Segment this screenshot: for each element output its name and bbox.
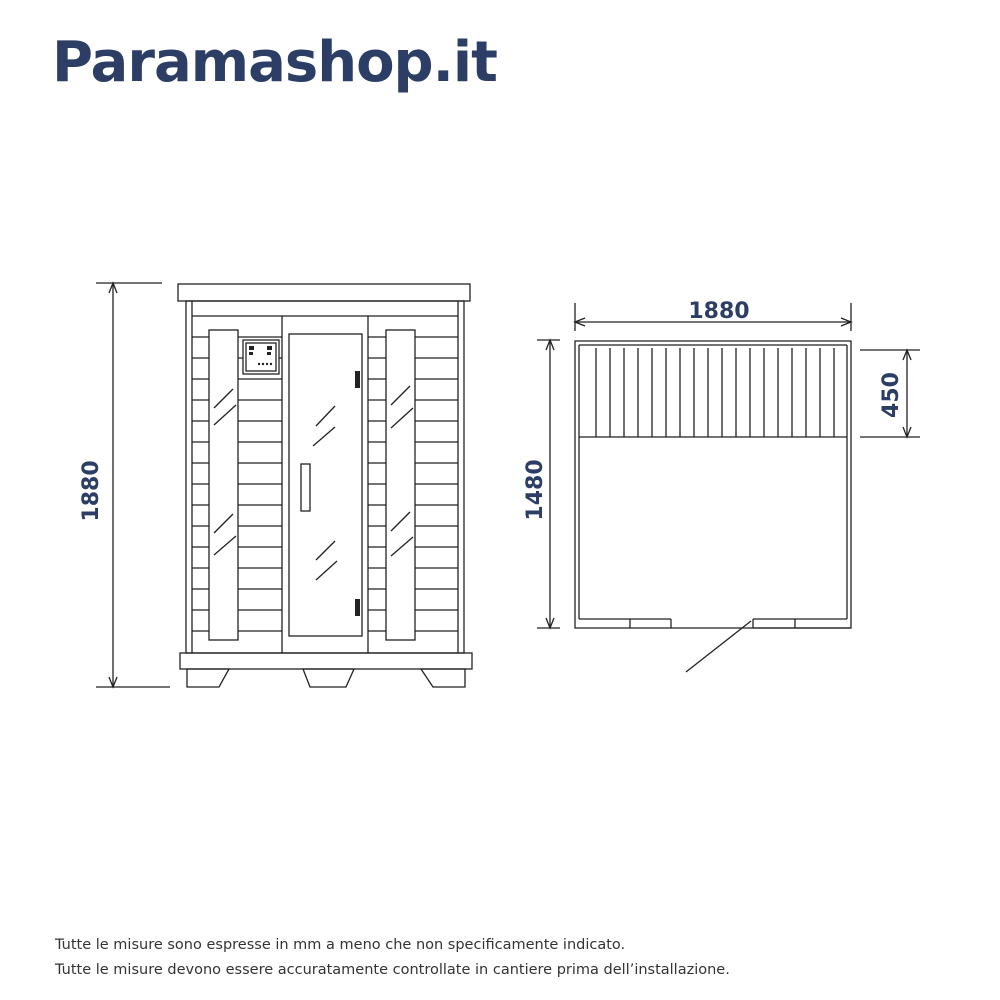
- left-side-window: [209, 330, 238, 640]
- sauna-base: [180, 653, 472, 669]
- plan-bench: [579, 348, 847, 437]
- plan-depth-label: 1480: [523, 459, 548, 521]
- glass-door: [289, 334, 362, 636]
- plan-view: [537, 303, 920, 672]
- control-panel: [243, 340, 279, 374]
- note-line-2: Tutte le misure devono essere accuratamente controllate in cantiere prima dell’installazione.: [55, 962, 730, 978]
- front-height-dimension: [96, 283, 170, 687]
- door-hinge-bottom: [355, 599, 360, 616]
- front-height-label: 1880: [79, 460, 104, 522]
- plan-width-label: 1880: [688, 299, 750, 324]
- door-hinge-top: [355, 371, 360, 388]
- measurement-notes: [55, 933, 730, 983]
- front-view: [96, 283, 472, 687]
- note-line-1: Tutte le misure sono espresse in mm a meno che non specificamente indicato.: [55, 937, 626, 953]
- brand-logo: Paramashop.it: [52, 30, 497, 95]
- plan-bench-depth-label: 450: [879, 372, 904, 418]
- plan-outer-walls: [575, 341, 851, 628]
- right-side-window: [386, 330, 415, 640]
- sauna-foot-center: [303, 669, 354, 687]
- sauna-foot-left: [187, 669, 229, 687]
- sauna-roof: [178, 284, 470, 301]
- sauna-foot-right: [421, 669, 465, 687]
